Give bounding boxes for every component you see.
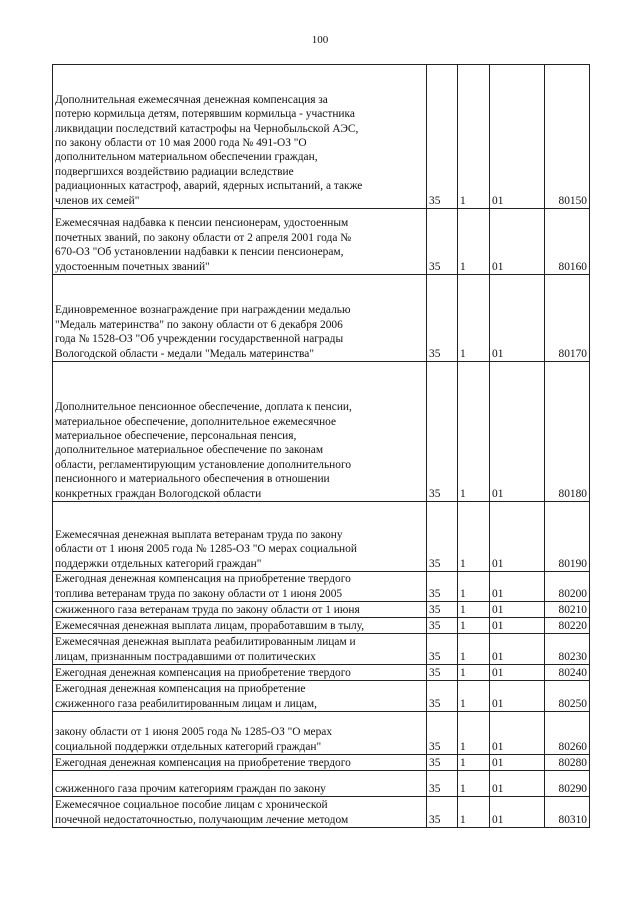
item-description: сжиженного газа прочим категориям граждан по закону (53, 771, 427, 797)
item-description: закону области от 1 июня 2005 года № 1285-ОЗ "О мерах социальной поддержки отдельных категорий граждан" (53, 712, 427, 755)
item-code: 01 (490, 209, 545, 275)
section-code: 35 (427, 634, 458, 665)
section-code: 35 (427, 65, 458, 209)
item-code: 01 (490, 275, 545, 362)
section-code: 35 (427, 755, 458, 771)
target-code: 80160 (545, 209, 590, 275)
section-code: 35 (427, 797, 458, 828)
subsection-code: 1 (458, 665, 490, 681)
target-code: 80290 (545, 771, 590, 797)
subsection-code: 1 (458, 502, 490, 572)
section-code: 35 (427, 681, 458, 712)
subsection-code: 1 (458, 797, 490, 828)
item-code: 01 (490, 665, 545, 681)
target-code: 80210 (545, 602, 590, 618)
section-code: 35 (427, 602, 458, 618)
target-code: 80240 (545, 665, 590, 681)
table-row (53, 771, 590, 797)
subsection-code: 1 (458, 572, 490, 602)
subsection-code: 1 (458, 755, 490, 771)
subsection-code: 1 (458, 712, 490, 755)
subsection-code: 1 (458, 209, 490, 275)
section-code: 35 (427, 618, 458, 634)
item-code: 01 (490, 712, 545, 755)
subsection-code: 1 (458, 771, 490, 797)
section-code: 35 (427, 771, 458, 797)
item-description: Ежемесячная надбавка к пенсии пенсионерам, удостоенным почетных званий, по закону области от 2 апреля 2001 года № 670-ОЗ "Об установлении надбавки к пенсии пенсионерам, удостоенным почетных званий" (53, 209, 427, 275)
section-code: 35 (427, 502, 458, 572)
item-code: 01 (490, 362, 545, 502)
target-code: 80190 (545, 502, 590, 572)
subsection-code: 1 (458, 634, 490, 665)
subsection-code: 1 (458, 681, 490, 712)
subsection-code: 1 (458, 65, 490, 209)
item-code: 01 (490, 634, 545, 665)
target-code: 80170 (545, 275, 590, 362)
item-description: Дополнительная ежемесячная денежная компенсация за потерю кормильца детям, потерявшим кормильца - участника ликвидации последствий катастрофы на Чернобыльской АЭС, по закону области от 10 мая 2000 года № 491-ОЗ "О дополнительном материальном обеспечении граждан, подвергшихся воздействию радиации вследствие радиационных катастроф, аварий, ядерных испытаний, а также членов их семей" (53, 65, 427, 209)
table-row (53, 755, 590, 771)
target-code: 80150 (545, 65, 590, 209)
target-code: 80180 (545, 362, 590, 502)
item-description: Ежемесячная денежная выплата лицам, проработавшим в тылу, (53, 618, 427, 634)
item-code: 01 (490, 602, 545, 618)
item-code: 01 (490, 65, 545, 209)
table-row (53, 602, 590, 618)
table-row (53, 797, 590, 828)
budget-table (52, 64, 590, 828)
section-code: 35 (427, 712, 458, 755)
item-description: Ежемесячное социальное пособие лицам с хронической почечной недостаточностью, получающим лечение методом (53, 797, 427, 828)
table-row (53, 502, 590, 572)
table-row (53, 634, 590, 665)
target-code: 80280 (545, 755, 590, 771)
item-code: 01 (490, 681, 545, 712)
table-row (53, 362, 590, 502)
item-description: Ежемесячная денежная выплата ветеранам труда по закону области от 1 июня 2005 года № 1285-ОЗ "О мерах социальной поддержки отдельных категорий граждан" (53, 502, 427, 572)
subsection-code: 1 (458, 602, 490, 618)
item-description: Ежегодная денежная компенсация на приобретение твердого (53, 665, 427, 681)
item-code: 01 (490, 572, 545, 602)
item-description: сжиженного газа ветеранам труда по закону области от 1 июня (53, 602, 427, 618)
item-code: 01 (490, 755, 545, 771)
target-code: 80220 (545, 618, 590, 634)
table-row (53, 712, 590, 755)
section-code: 35 (427, 362, 458, 502)
item-description: Ежегодная денежная компенсация на приобретение твердого (53, 755, 427, 771)
subsection-code: 1 (458, 618, 490, 634)
item-description: Ежемесячная денежная выплата реабилитированным лицам и лицам, признанным пострадавшими от политических (53, 634, 427, 665)
target-code: 80230 (545, 634, 590, 665)
section-code: 35 (427, 275, 458, 362)
section-code: 35 (427, 665, 458, 681)
table-row (53, 275, 590, 362)
item-code: 01 (490, 618, 545, 634)
item-description: Ежегодная денежная компенсация на приобретение сжиженного газа реабилитированным лицам и лицам, (53, 681, 427, 712)
table-row (53, 572, 590, 602)
target-code: 80260 (545, 712, 590, 755)
section-code: 35 (427, 209, 458, 275)
item-code: 01 (490, 797, 545, 828)
table-row (53, 681, 590, 712)
subsection-code: 1 (458, 362, 490, 502)
table-row (53, 665, 590, 681)
item-description: Дополнительное пенсионное обеспечение, доплата к пенсии, материальное обеспечение, дополнительное ежемесячное материальное обеспечение, персональная пенсия, дополнительное материальное обеспечение по законам области, регламентирующим установление дополнительного пенсионного и материального обеспечения в отношении конкретных граждан Вологодской области (53, 362, 427, 502)
item-description: Ежегодная денежная компенсация на приобретение твердого топлива ветеранам труда по закону области от 1 июня 2005 (53, 572, 427, 602)
target-code: 80200 (545, 572, 590, 602)
item-description: Единовременное вознаграждение при награждении медалью "Медаль материнства" по закону области от 6 декабря 2006 года № 1528-ОЗ "Об учреждении государственной награды Вологодской области - медали "Медаль материнства" (53, 275, 427, 362)
table-row (53, 209, 590, 275)
target-code: 80310 (545, 797, 590, 828)
subsection-code: 1 (458, 275, 490, 362)
table-row (53, 618, 590, 634)
table-row (53, 65, 590, 209)
item-code: 01 (490, 771, 545, 797)
section-code: 35 (427, 572, 458, 602)
target-code: 80250 (545, 681, 590, 712)
page-number: 100 (311, 34, 329, 46)
item-code: 01 (490, 502, 545, 572)
